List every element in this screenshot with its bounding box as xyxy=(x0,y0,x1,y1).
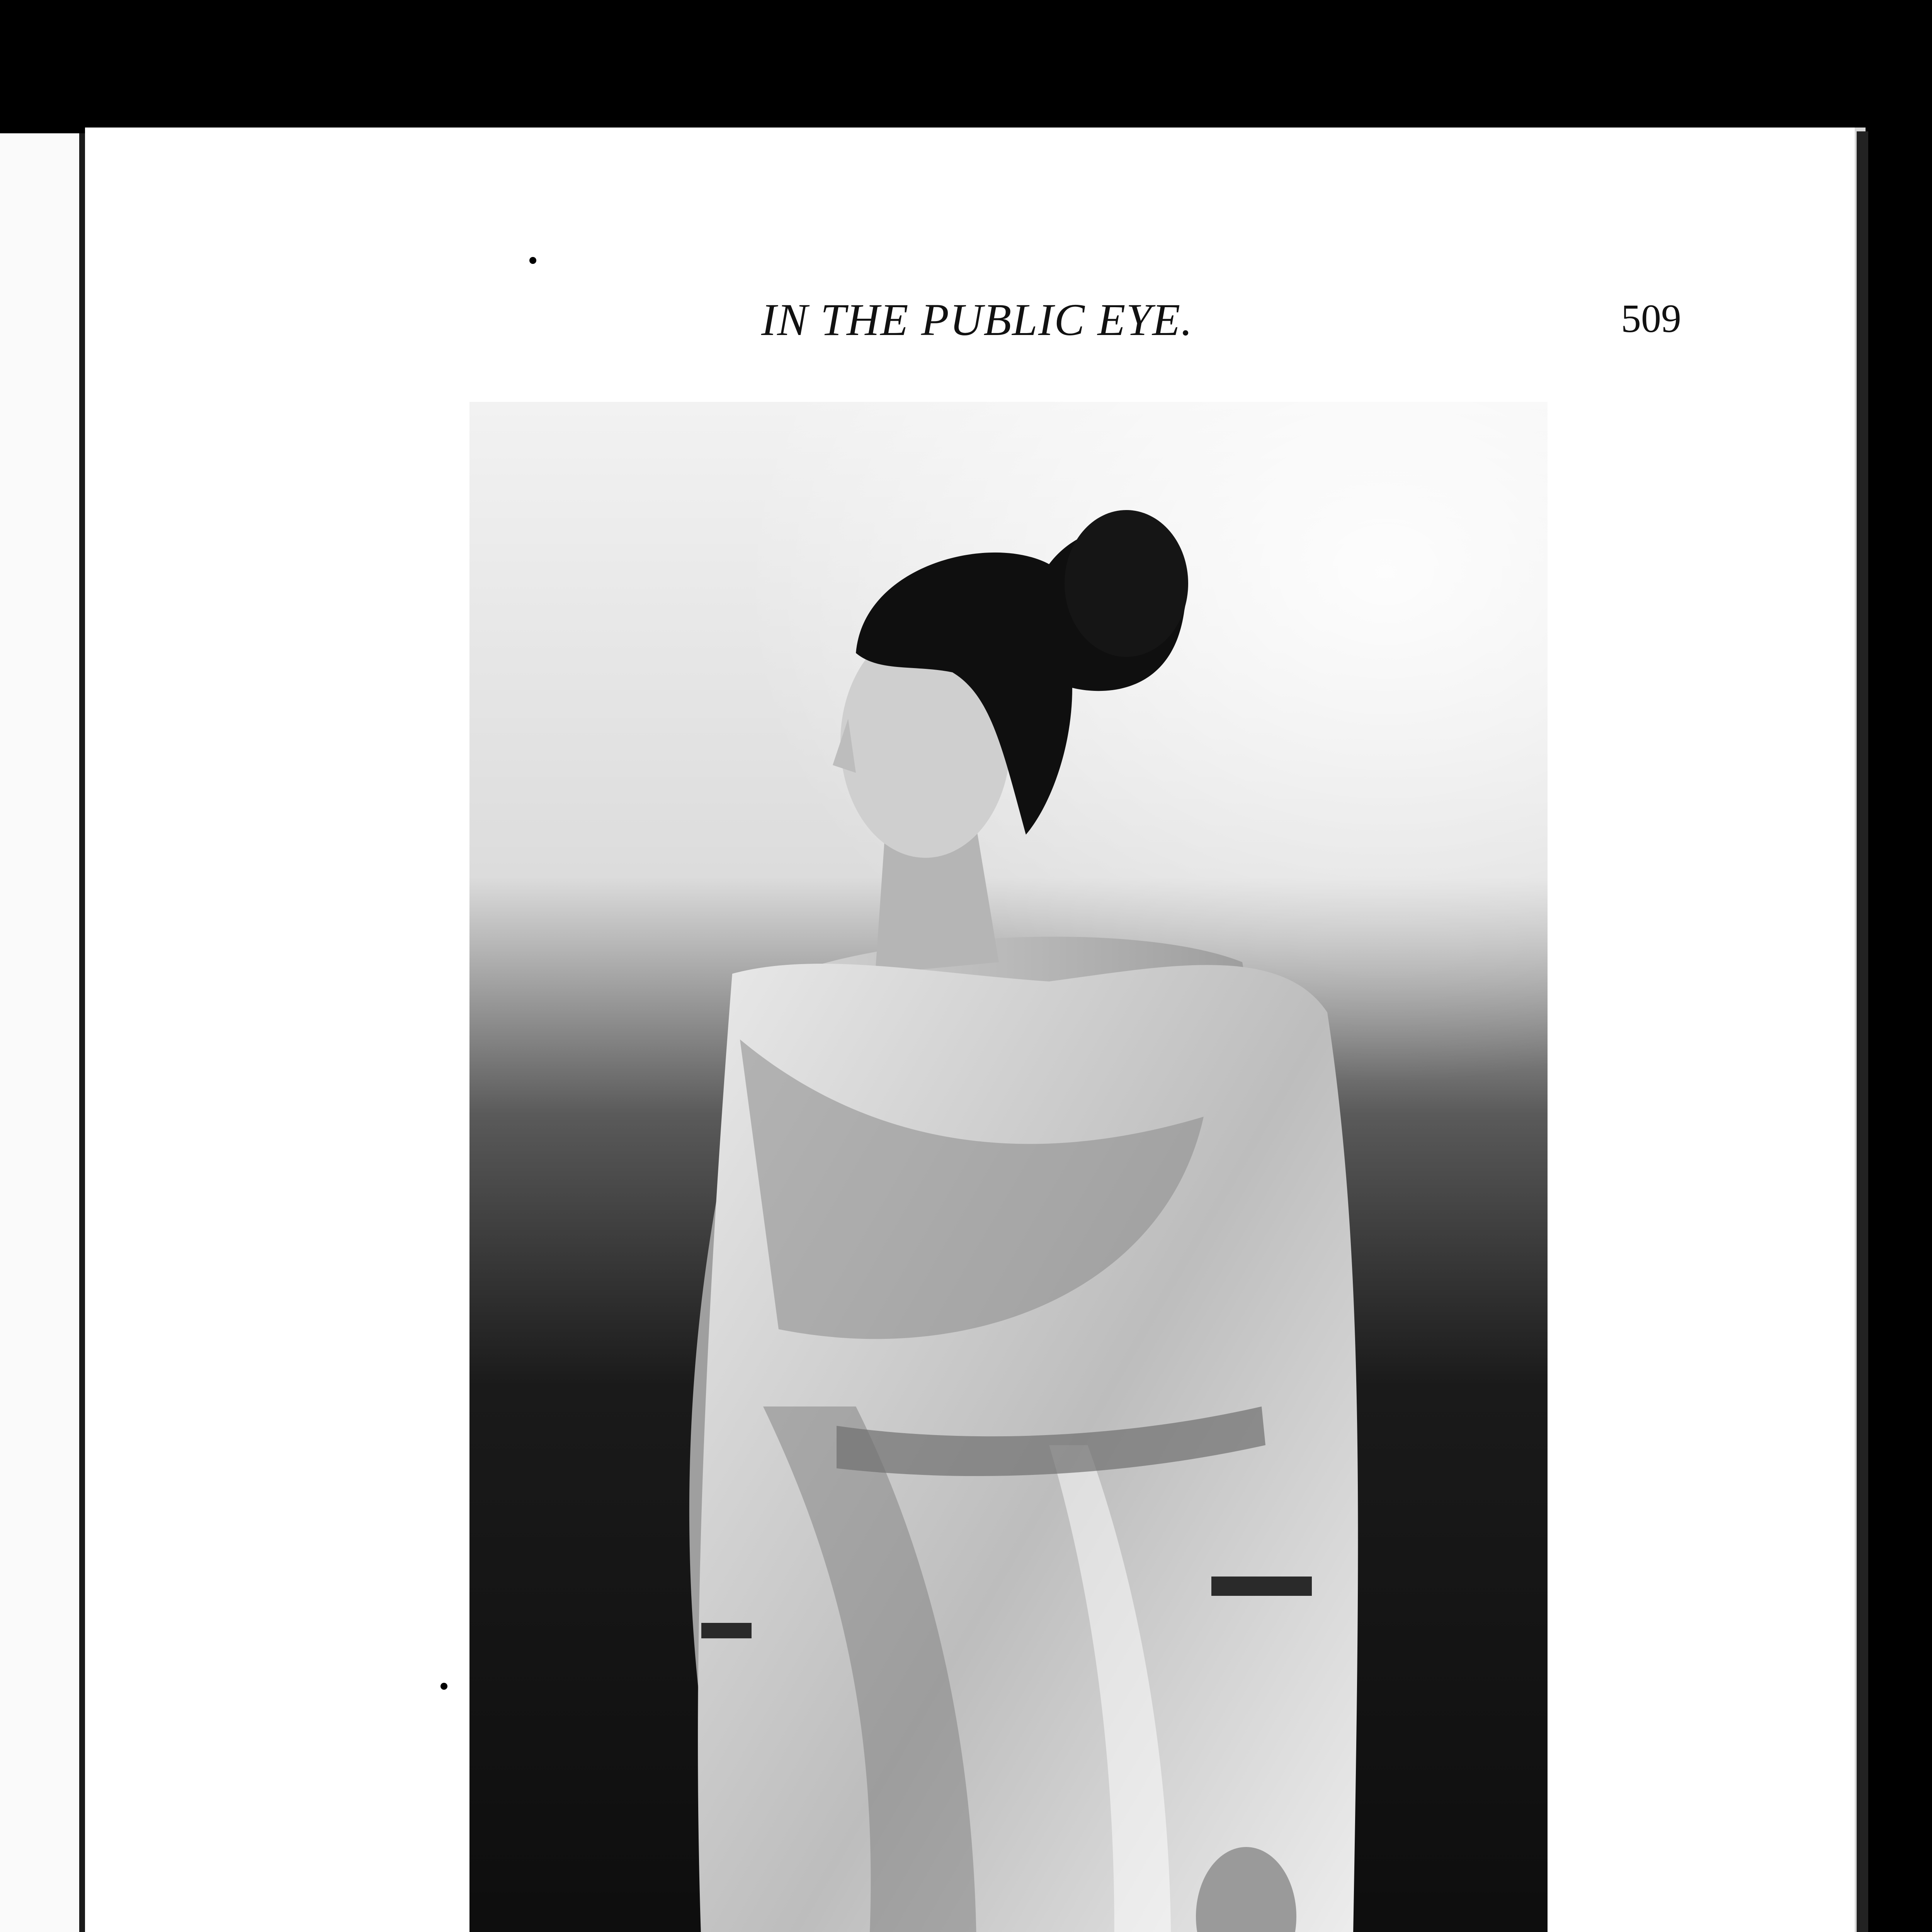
portrait-photograph xyxy=(469,402,1548,1932)
print-speck xyxy=(440,1683,447,1690)
page-edge-shadow xyxy=(1857,131,1868,1932)
running-title: IN THE PUBLIC EYE. xyxy=(761,294,1193,345)
print-speck xyxy=(529,257,536,264)
previous-page-edge xyxy=(0,133,87,1932)
page-number: 509 xyxy=(1621,296,1681,341)
